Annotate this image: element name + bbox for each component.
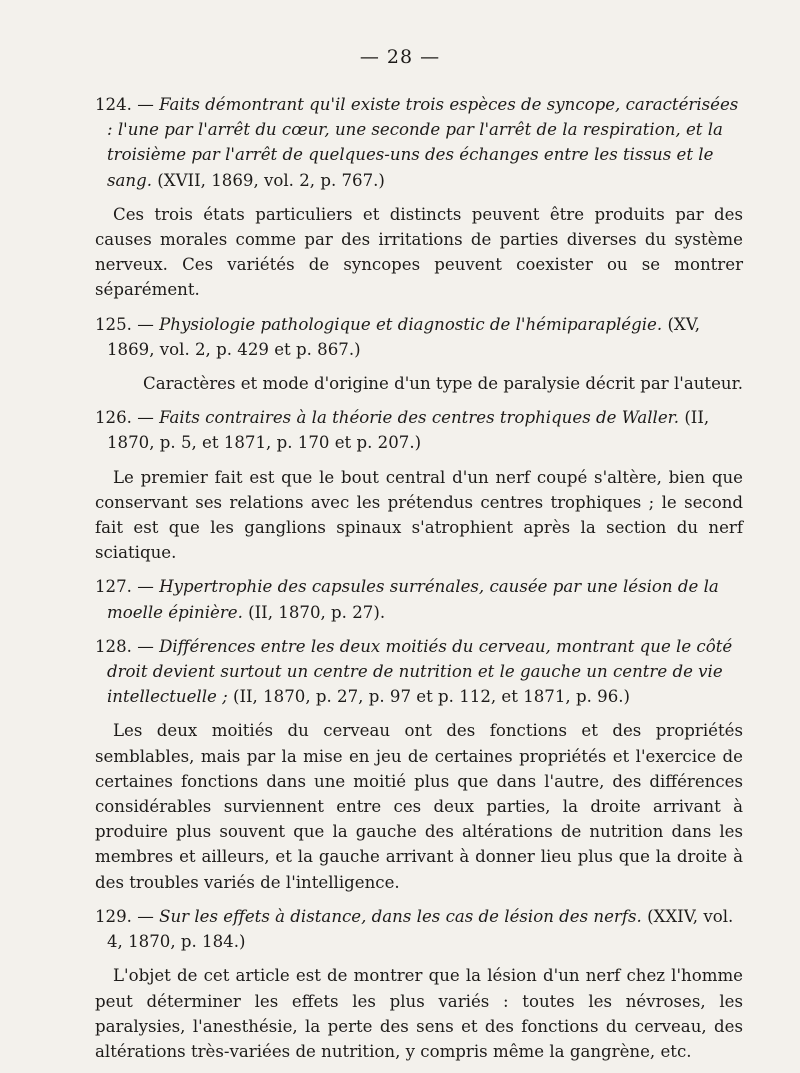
entry-summary: L'objet de cet article est de montrer que la lésion d'un nerf chez l'homme peut déterminer les effets les plus variés : toutes les névroses, les paralysies, l'anesthésie, la perte des sens et des fonctions du cerveau, des altérations très-variées de nutrition, y compris même la gangrène, etc. (95, 966, 743, 1061)
entry-129 (95, 904, 743, 954)
entry-number: 124. (95, 95, 132, 114)
entry-title: Différences entre les deux moitiés du cerveau, montrant que le côté droit devient surtout un centre de nutrition et le gauche un centre de vie intellectuelle ; (107, 636, 733, 707)
entry-dash: — (137, 408, 154, 428)
entry-title: Faits contraires à la théorie des centres trophiques de Waller. (159, 408, 680, 428)
entry-summary: Caractères et mode d'origine d'un type de paralysie décrit par l'auteur. (143, 374, 743, 394)
entry-number: 126. (95, 408, 132, 428)
entry-title: Sur les effets à distance, dans les cas de lésion des nerfs. (159, 906, 642, 926)
entry-summary: Ces trois états particuliers et distincts peuvent être produits par des causes morales comme par des irritations de parties diverses du système nerveux. Ces variétés de syncopes peuvent coexister ou se montrer séparément. (95, 204, 743, 300)
page-number: — 28 — (359, 46, 441, 68)
entry-reference: (II, 1870, p. 27, p. 97 et p. 112, et 1871, p. 96.) (232, 687, 631, 707)
entry-title: Faits démontrant qu'il existe trois espèces de syncope, caractérisées : l'une par l'arrêt du cœur, une seconde par l'arrêt de la respiration, et la troisième par l'arrêt de quelques-uns des échanges entre les tissus et le sang. (107, 95, 739, 190)
entry-124 (95, 92, 743, 193)
entry-number: 129. (95, 906, 132, 926)
entry-reference: (XV, 1869, vol. 2, p. 429 et p. 867.) (107, 314, 701, 359)
entry-reference: (XVII, 1869, vol. 2, p. 767.) (157, 170, 385, 190)
entry-dash: — (137, 314, 154, 334)
entry-reference: (II, 1870, p. 27). (248, 602, 386, 622)
page-body (95, 92, 743, 1073)
entry-title: Physiologie pathologique et diagnostic de l'hémiparaplégie. (159, 314, 663, 334)
entry-125 (95, 312, 743, 362)
entry-number: 128. (95, 636, 132, 656)
entry-number: 127. (95, 577, 132, 597)
entry-128 (95, 634, 743, 710)
entry-dash: — (137, 577, 154, 597)
entry-dash: — (137, 95, 154, 114)
entry-summary: Le premier fait est que le bout central d'un nerf coupé s'altère, bien que conservant ses relations avec les prétendus centres trophiques ; le second fait est que les ganglions spinaux s'atrophient après la section du nerf sciatique. (95, 467, 743, 563)
entry-126 (95, 405, 743, 455)
entry-summary: Les deux moitiés du cerveau ont des fonctions et des propriétés semblables, mais par la mise en jeu de certaines propriétés et l'exercice de certaines fonctions dans une moitié plus que dans l'autre, des différences considérables surviennent entre ces deux parties, la droite arrivant à produire plus souvent que la gauche des altérations de nutrition dans les membres et ailleurs, et la gauche arrivant à donner lieu plus que la droite à des troubles variés de l'intelligence. (95, 721, 743, 892)
entry-127 (95, 574, 743, 624)
entry-title: Hypertrophie des capsules surrénales, causée par une lésion de la moelle épinière. (107, 577, 719, 622)
entry-dash: — (137, 636, 154, 656)
entry-reference: (II, 1870, p. 5, et 1871, p. 170 et p. 207.) (107, 408, 710, 453)
entry-reference: (XXIV, vol. 4, 1870, p. 184.) (107, 906, 734, 952)
entry-number: 125. (95, 314, 132, 334)
entry-dash: — (137, 906, 154, 926)
